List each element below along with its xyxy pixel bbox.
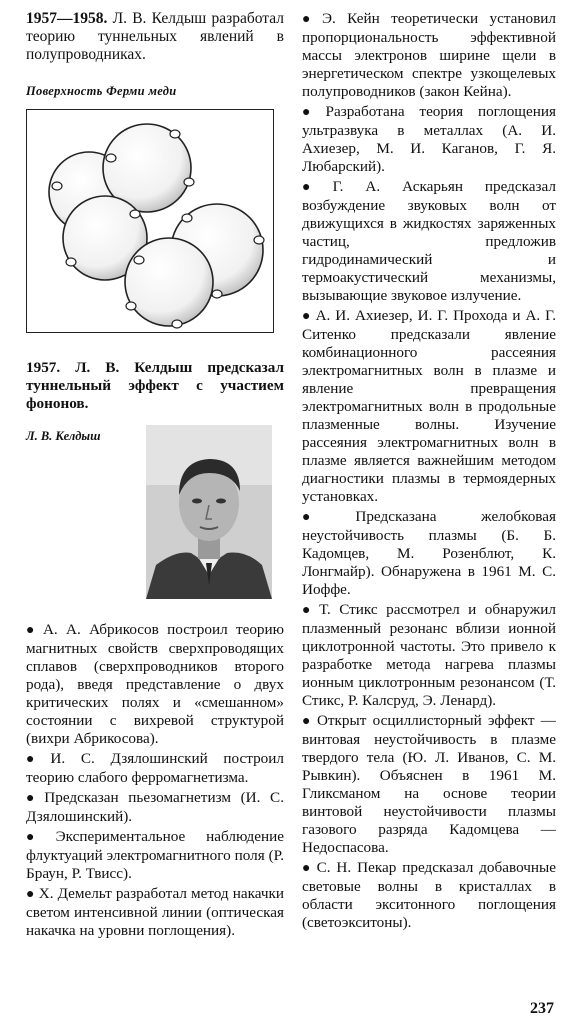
bullet-icon: ●: [302, 105, 322, 120]
bullet-icon: ●: [302, 510, 352, 525]
list-item: ● Г. А. Аскарьян предсказал возбуждение звуковых волн от движущихся в жидкостях заряженных частиц, предложив гидродинамический и термоакустический механизмы, вызывающие звуковое излучение.: [302, 178, 556, 304]
list-item: ● Предсказан пьезомагнетизм (И. С. Дзялошинский).: [26, 789, 284, 825]
bullet-icon: ●: [302, 309, 312, 324]
entry-1957-1958: [26, 10, 284, 64]
bullet-icon: ●: [26, 830, 52, 845]
entry-text: Л. В. Келдыш разработал теорию туннельных явлений в полупроводниках.: [26, 10, 284, 63]
bullet-icon: ●: [26, 791, 41, 806]
entry-year-lead: 1957—1958.: [26, 10, 108, 27]
list-item: ● А. А. Абрикосов построил теорию магнитных свойств сверхпроводящих сплавов (сверхпроводников второго рода), введя представление о двух критических полях и «смешанном» состоянии с вихревой структурой (вихри Абрикосова).: [26, 621, 284, 747]
list-item: ● Х. Демельт разработал метод накачки светом интенсивной линии (оптическая накачка на уровни поглощения).: [26, 885, 284, 939]
portrait-row: [26, 425, 284, 615]
list-item: ● Экспериментальное наблюдение флуктуаций электромагнитного поля (Р. Браун, Р. Твисс).: [26, 828, 284, 882]
photo-caption: Л. В. Келдыш: [26, 429, 101, 443]
list-item: ● Т. Стикс рассмотрел и обнаружил плазменный резонанс вблизи ионной циклотронной частоты. Это привело к разработке метода нагрева плазмы ионным циклотронным резонансом (Т. Стикс, Р. Калсруд, Э. Ленард).: [302, 601, 556, 709]
list-item: ● Разработана теория поглощения ультразвука в металлах (А. И. Ахиезер, М. И. Каганов, Г. Я. Любарский).: [302, 103, 556, 175]
entry-1957: [26, 359, 284, 413]
bullet-icon: ●: [302, 603, 316, 618]
bullet-icon: ●: [26, 752, 47, 767]
list-item: ● А. И. Ахиезер, И. Г. Прохода и А. Г. Ситенко предсказали явление комбинационного рассеяния электромагнитных волн в плазме и явление превращения электромагнитных волн в продольные плазменные волны. Изучение рассеяния электромагнитных волн в плазме является важнейшим методом диагностики плазмы в термоядерных установках.: [302, 307, 556, 505]
bullet-icon: ●: [302, 861, 313, 876]
fermi-surface-drawing: [27, 110, 273, 332]
figure-caption: Поверхность Ферми меди: [26, 84, 177, 98]
right-column: [302, 10, 556, 934]
list-item: ● Открыт осциллисторный эффект — винтовая неустойчивость в плазме твердого тела (Ю. Л. Иванов, С. М. Рывкин). Объяснен в 1961 М. Гликсманом на основе теории винтовой неустойчивости плазмы газового разряда Кадомцева — Недоспасова.: [302, 712, 556, 856]
left-column: [26, 10, 284, 942]
list-item: ● И. С. Дзялошинский построил теорию слабого ферромагнетизма.: [26, 750, 284, 786]
fermi-surface-figure: [26, 109, 274, 333]
bullet-icon: ●: [26, 887, 35, 902]
fermi-sphere: [125, 238, 213, 326]
bullet-icon: ●: [302, 180, 329, 195]
list-item: ● Предсказана желобковая неустойчивость плазмы (Б. Б. Кадомцев, М. Розенблют, К. Лонгмайр). Обнаружена в 1961 М. С. Иоффе.: [302, 508, 556, 598]
list-item: ● С. Н. Пекар предсказал добавочные световые волны в кристаллах в области экситонного поглощения (светоэкситоны).: [302, 859, 556, 931]
list-item: ● Э. Кейн теоретически установил пропорциональность эффективной массы электронов ширине щели в энергетическом спектре узкощелевых полупроводников (закон Кейна).: [302, 10, 556, 100]
left-entries-list: [26, 621, 284, 940]
bullet-icon: ●: [26, 623, 39, 638]
portrait-photo: [146, 425, 272, 599]
bullet-icon: ●: [302, 714, 313, 729]
entry-year-lead: 1957. Л. В. Келдыш предсказал туннельный эффект с участием фононов.: [26, 359, 284, 412]
bullet-icon: ●: [302, 12, 319, 27]
page-number: 237: [530, 1000, 554, 1017]
